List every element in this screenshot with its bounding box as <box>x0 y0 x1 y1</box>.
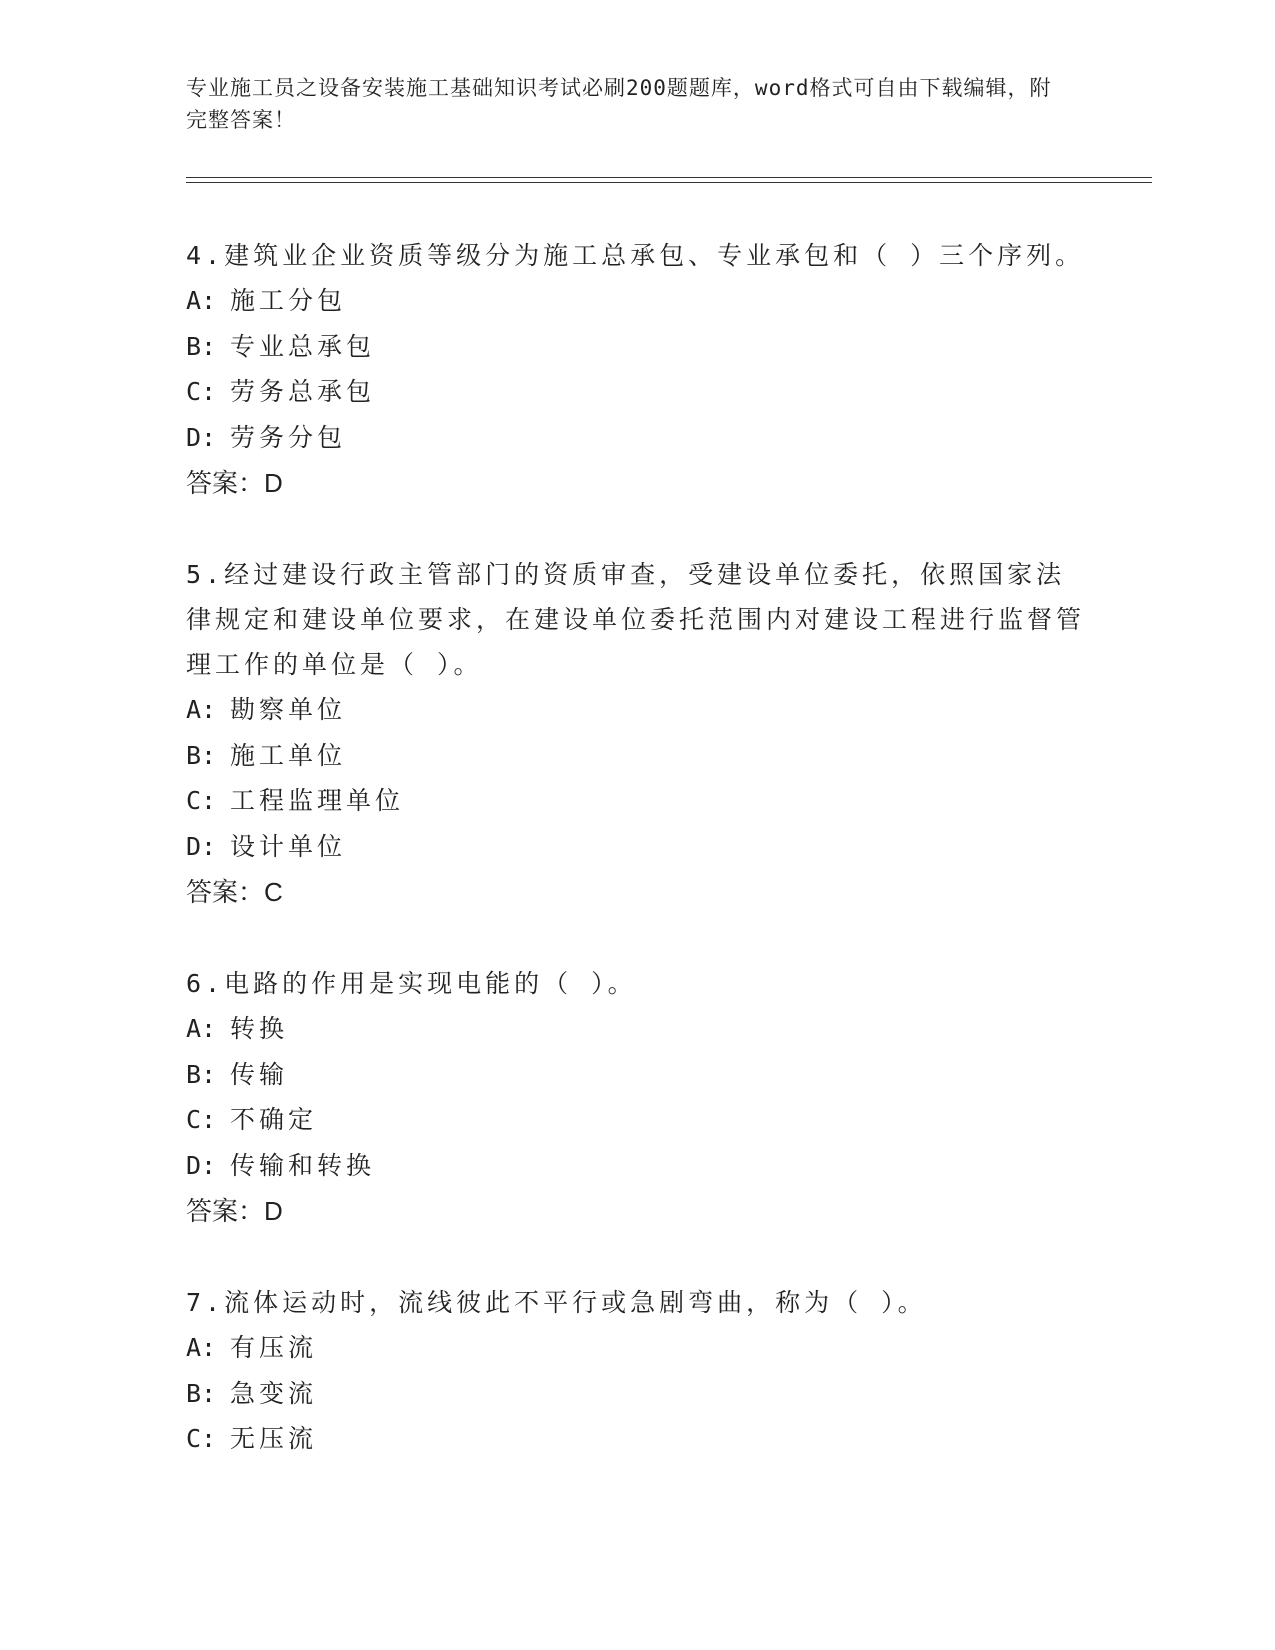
option-text: 无压流 <box>230 1424 318 1453</box>
answer-text: 答案：C <box>186 877 283 907</box>
option-text: 劳务分包 <box>230 422 347 452</box>
option-text: 传输和转换 <box>230 1150 376 1180</box>
question-item <box>186 961 1086 1234</box>
option-letter: B: <box>186 331 217 361</box>
option-text: 传输 <box>230 1059 289 1089</box>
option-item <box>186 733 1086 779</box>
option-letter: D: <box>186 1150 217 1180</box>
option-letter: A: <box>186 1333 217 1362</box>
option-letter: D: <box>186 422 217 452</box>
option-letter: D: <box>186 831 217 861</box>
option-text: 工程监理单位 <box>230 786 405 815</box>
question-item <box>186 552 1086 915</box>
option-text: 不确定 <box>230 1105 318 1134</box>
option-letter: C: <box>186 1424 217 1453</box>
option-text: 专业总承包 <box>230 331 376 361</box>
option-item <box>186 1416 1086 1462</box>
option-letter: A: <box>186 286 217 315</box>
question-text: 4.建筑业企业资质等级分为施工总承包、专业承包和（ ）三个序列。 <box>186 241 1085 270</box>
option-text: 施工单位 <box>230 740 347 770</box>
option-item <box>186 415 1086 461</box>
question-text: 5.经过建设行政主管部门的资质审查，受建设单位委托，依照国家法律规定和建设单位要求，在建设单位委托范围内对建设工程进行监督管理工作的单位是（ ）。 <box>186 560 1086 679</box>
option-item <box>186 778 1086 824</box>
question-text: 7.流体运动时，流线彼此不平行或急剧弯曲，称为（ ）。 <box>186 1288 927 1317</box>
option-item <box>186 1371 1086 1417</box>
option-item <box>186 278 1086 324</box>
document-header: 专业施工员之设备安装施工基础知识考试必刷200题题库，word格式可自由下载编辑，附完整答案！ <box>186 76 1052 132</box>
option-item <box>186 687 1086 733</box>
option-item <box>186 324 1086 370</box>
option-letter: C: <box>186 377 217 406</box>
option-item <box>186 1006 1086 1052</box>
option-letter: B: <box>186 1378 217 1408</box>
option-text: 急变流 <box>230 1378 318 1408</box>
option-item <box>186 1052 1086 1098</box>
option-letter: B: <box>186 1059 217 1089</box>
option-letter: C: <box>186 1105 217 1134</box>
answer-text: 答案：D <box>186 1196 283 1226</box>
option-letter: B: <box>186 740 217 770</box>
option-text: 转换 <box>230 1014 289 1043</box>
option-text: 有压流 <box>230 1333 318 1362</box>
option-item <box>186 369 1086 415</box>
header-divider-top <box>186 177 1152 178</box>
option-text: 劳务总承包 <box>230 377 376 406</box>
question-list <box>186 233 1086 1508</box>
option-text: 施工分包 <box>230 286 347 315</box>
option-letter: A: <box>186 695 217 724</box>
option-item <box>186 1143 1086 1189</box>
option-letter: C: <box>186 786 217 815</box>
option-item <box>186 824 1086 870</box>
option-letter: A: <box>186 1014 217 1043</box>
option-text: 勘察单位 <box>230 695 347 724</box>
answer-text: 答案：D <box>186 468 283 498</box>
header-divider-bottom <box>186 182 1152 183</box>
option-item <box>186 1097 1086 1143</box>
question-item <box>186 1280 1086 1462</box>
question-item <box>186 233 1086 506</box>
question-text: 6.电路的作用是实现电能的（ ）。 <box>186 969 637 998</box>
option-item <box>186 1325 1086 1371</box>
option-text: 设计单位 <box>230 831 347 861</box>
